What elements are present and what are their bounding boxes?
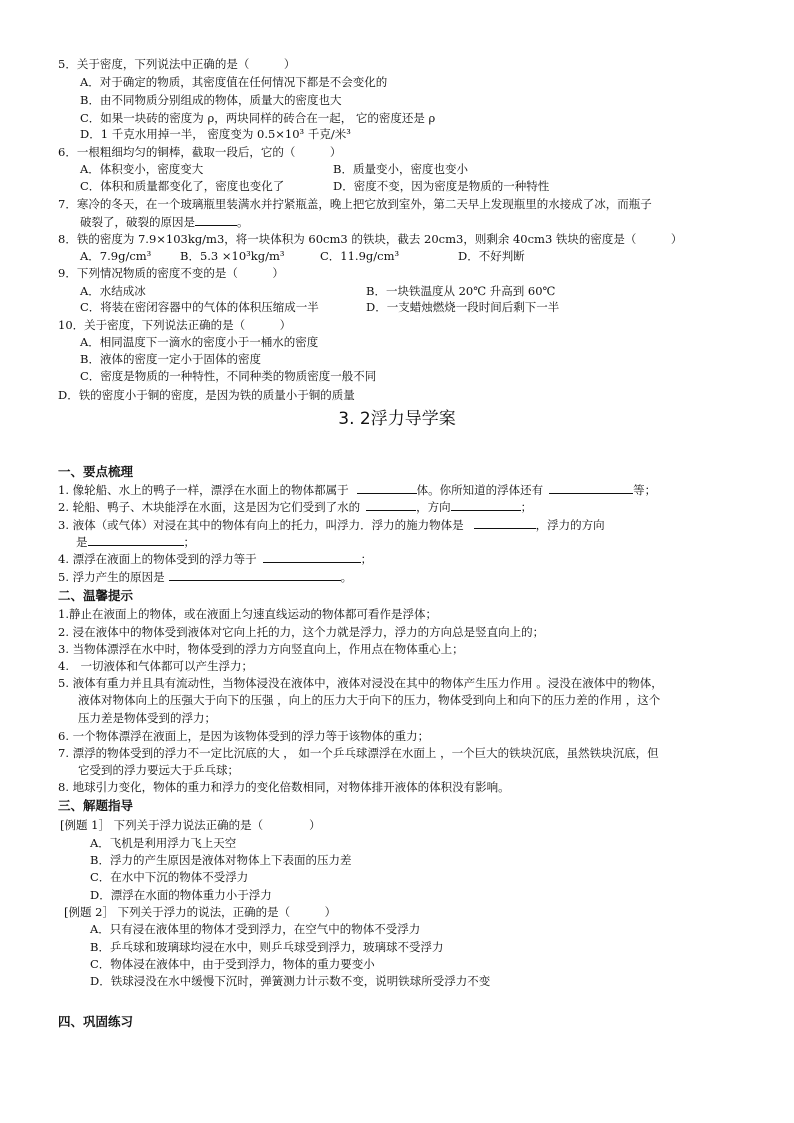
- tip-7-line2: 它受到的浮力要远大于乒乓球；: [78, 763, 239, 777]
- kp4-text-a: 4. 漂浮在液面上的物体受到的浮力等于: [58, 552, 257, 566]
- tip-5-line3: 压力差是物体受到的浮力；: [78, 711, 216, 725]
- kp1-text-b: 体。你所知道的浮体还有: [416, 483, 544, 497]
- q10-option-b: B．液体的密度一定小于固体的密度: [80, 352, 261, 366]
- key-point-4: [58, 551, 372, 566]
- q8-option-b: B．5.3 ×10³kg/m³: [180, 249, 285, 263]
- q7-blank[interactable]: [195, 214, 237, 226]
- kp3-text-c: 是: [76, 535, 88, 549]
- kp3-text-a: 3. 液体（或气体）对浸在其中的物体有向上的托力，叫浮力．浮力的施力物体是: [58, 518, 464, 532]
- key-point-3-cont: [76, 534, 195, 549]
- example-1-stem: [例题 1］ 下列关于浮力说法正确的是（ ）: [60, 818, 321, 832]
- kp2-text-c: ；: [520, 500, 533, 514]
- q6-option-c: C．体积和质量都变化了，密度也变化了: [80, 179, 285, 193]
- tip-6: 6. 一个物体漂浮在液面上，是因为该物体受到的浮力等于该物体的重力；: [58, 729, 430, 743]
- key-point-2: [58, 499, 532, 514]
- kp1-text-a: 1. 像轮船、水上的鸭子一样，漂浮在水面上的物体都属于: [58, 483, 349, 497]
- kp3-blank-2[interactable]: [88, 534, 184, 546]
- example-2-option-a: A．只有浸在液体里的物体才受到浮力，在空气中的物体不受浮力: [90, 922, 421, 936]
- q8-option-c: C．11.9g/cm³: [320, 249, 400, 263]
- example-1-option-b: B．浮力的产生原因是液体对物体上下表面的压力差: [90, 853, 352, 867]
- example-1-option-c: C．在水中下沉的物体不受浮力: [90, 870, 249, 884]
- example-1-option-d: D．漂浮在水面的物体重力小于浮力: [90, 888, 272, 902]
- kp5-text-b: 。: [340, 570, 353, 584]
- q9-option-a: A．水结成冰: [80, 284, 146, 298]
- kp1-blank-1[interactable]: [357, 482, 417, 494]
- q10-option-a: A．相同温度下一滴水的密度小于一桶水的密度: [80, 335, 319, 349]
- q7-text: 破裂了，破裂的原因是: [80, 215, 195, 229]
- q8-option-d: D．不好判断: [458, 249, 525, 263]
- q7-line1: 7．寒冷的冬天，在一个玻璃瓶里装满水并拧紧瓶盖，晚上把它放到室外，第二天早上发现瓶里的水接成了冰，而瓶子: [58, 197, 652, 211]
- tip-5-line2: 液体对物体向上的压强大于向下的压强 ，向上的压力大于向下的压力，物体受到向上和向下的压力差的作用 ，这个: [78, 693, 661, 707]
- section-heading-guidance: 三、解题指导: [58, 798, 134, 813]
- page-title: 3. 2浮力导学案: [338, 409, 456, 429]
- q5-option-a: A．对于确定的物质，其密度值在任何情况下都是不会变化的: [80, 75, 388, 89]
- key-point-1: [58, 482, 656, 497]
- q6-stem: 6．一根粗细均匀的铜棒，截取一段后，它的（ ）: [58, 145, 342, 159]
- kp5-text-a: 5. 浮力产生的原因是: [58, 570, 165, 584]
- section-heading-tips: 二、温馨提示: [58, 588, 134, 603]
- tip-5-line1: 5. 液体有重力并且具有流动性，当物体浸没在液体中，液体对浸没在其中的物体产生压力作用 。浸没在液体中的物体，: [58, 676, 663, 690]
- example-2-option-d: D．铁球浸没在水中缓慢下沉时，弹簧测力计示数不变，说明铁球所受浮力不变: [90, 974, 491, 988]
- kp2-text-b: ，方向: [416, 500, 451, 514]
- kp4-text-b: ；: [360, 552, 373, 566]
- kp3-text-d: ；: [183, 535, 195, 549]
- tip-8: 8. 地球引力变化，物体的重力和浮力的变化倍数相同，对物体排开液体的体积没有影响。: [58, 780, 510, 794]
- q9-option-b: B．一块铁温度从 20℃ 升高到 60℃: [366, 284, 556, 298]
- tip-2: 2. 浸在液体中的物体受到液体对它向上托的力，这个力就是浮力，浮力的方向总是竖直向上的；: [58, 625, 545, 639]
- q7-line2: [80, 214, 249, 229]
- q9-stem: 9．下列情况物质的密度不变的是（ ）: [58, 266, 284, 280]
- q5-option-d: D．1 千克水用掉一半， 密度变为 0.5×10³ 千克/米³: [80, 127, 351, 141]
- q7-end: 。: [237, 215, 249, 229]
- q5-stem: 5．关于密度，下列说法中正确的是（ ）: [58, 57, 296, 71]
- section-heading-practice: 四、巩固练习: [58, 1014, 134, 1029]
- q10-stem: 10．关于密度，下列说法正确的是（ ）: [58, 318, 292, 332]
- key-point-5: [58, 569, 352, 584]
- example-2-option-b: B．乒乓球和玻璃球均浸在水中，则乒乓球受到浮力，玻璃球不受浮力: [90, 940, 444, 954]
- example-1-option-a: A．飞机是利用浮力飞上天空: [90, 836, 237, 850]
- q6-option-a: A．体积变小，密度变大: [80, 162, 204, 176]
- example-2-option-c: C．物体浸在液体中，由于受到浮力，物体的重力要变小: [90, 957, 375, 971]
- kp2-blank-2[interactable]: [451, 499, 521, 511]
- kp1-text-c: 等；: [633, 483, 657, 497]
- kp4-blank[interactable]: [263, 551, 361, 563]
- kp5-blank[interactable]: [169, 569, 341, 581]
- q6-option-d: D．密度不变，因为密度是物质的一种特性: [333, 179, 550, 193]
- kp3-blank-1[interactable]: [474, 517, 536, 529]
- tip-3: 3. 当物体漂浮在水中时，物体受到的浮力方向竖直向上，作用点在物体重心上；: [58, 642, 464, 656]
- kp2-text-a: 2. 轮船、鸭子、木块能浮在水面，这是因为它们受到了水的: [58, 500, 361, 514]
- kp1-blank-2[interactable]: [549, 482, 633, 494]
- kp3-text-b: ，浮力的方向: [535, 518, 605, 532]
- q8-option-a: A．7.9g/cm³: [80, 249, 152, 263]
- q6-option-b: B．质量变小，密度也变小: [333, 162, 468, 176]
- key-point-3: [58, 517, 605, 532]
- tip-1: 1.静止在液面上的物体，或在液面上匀速直线运动的物体都可看作是浮体；: [58, 607, 437, 621]
- example-2-stem: [例题 2］ 下列关于浮力的说法，正确的是（ ）: [64, 905, 337, 919]
- q5-option-c: C．如果一块砖的密度为 ρ，两块同样的砖合在一起， 它的密度还是 ρ: [80, 111, 436, 125]
- q5-option-b: B．由不同物质分别组成的物体，质量大的密度也大: [80, 93, 342, 107]
- q8-stem: 8．铁的密度为 7.9×103kg/m3，将一块体积为 60cm3 的铁块，截去 20cm3，则剩余 40cm3 铁块的密度是（ ）: [58, 232, 683, 246]
- section-heading-key-points: 一、要点梳理: [58, 464, 134, 479]
- q10-option-c: C．密度是物质的一种特性，不同种类的物质密度一般不同: [80, 369, 377, 383]
- q9-option-d: D．一支蜡烛燃烧一段时间后剩下一半: [366, 300, 560, 314]
- kp2-blank-1[interactable]: [366, 499, 416, 511]
- q9-option-c: C．将装在密闭容器中的气体的体积压缩成一半: [80, 300, 319, 314]
- q10-option-d: D．铁的密度小于铜的密度，是因为铁的质量小于铜的质量: [58, 388, 355, 402]
- tip-4: 4. 一切液体和气体都可以产生浮力；: [58, 659, 253, 673]
- tip-7-line1: 7. 漂浮的物体受到的浮力不一定比沉底的大 ， 如一个乒乓球漂浮在水面上 ，一个巨大的铁块沉底，虽然铁块沉底，但: [58, 746, 659, 760]
